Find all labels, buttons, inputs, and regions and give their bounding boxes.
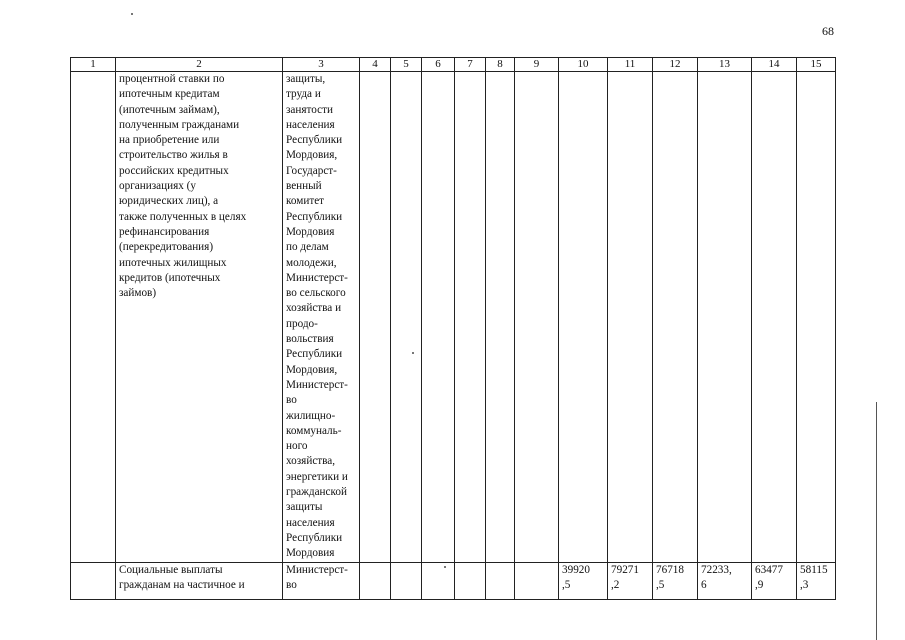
col-header-5: 5: [391, 58, 422, 72]
col-header-15: 15: [797, 58, 836, 72]
table-cell: [515, 562, 559, 599]
table-cell: [486, 562, 515, 599]
col-header-4: 4: [360, 58, 391, 72]
page-number: 68: [822, 24, 834, 38]
table-cell: [391, 72, 422, 563]
scan-artifact-dot: [412, 352, 414, 354]
table-cell: [71, 562, 116, 599]
col-header-11: 11: [608, 58, 653, 72]
scan-artifact-dot: [444, 566, 446, 568]
value-col-12: 76718 ,5: [653, 562, 698, 599]
table-cell: [455, 562, 486, 599]
table-cell: [422, 562, 455, 599]
col-header-12: 12: [653, 58, 698, 72]
table-row: [71, 72, 836, 563]
table-cell: [752, 72, 797, 563]
table-cell: [608, 72, 653, 563]
table-cell: [422, 72, 455, 563]
table-cell: [698, 72, 752, 563]
col-header-3: 3: [283, 58, 360, 72]
header-row: [71, 58, 836, 72]
col-header-13: 13: [698, 58, 752, 72]
measure-description: Социальные выплаты гражданам на частичное и: [116, 562, 283, 599]
table-cell: [391, 562, 422, 599]
table-cell: [515, 72, 559, 563]
measure-description: процентной ставки по ипотечным кредитам (ипотечным займам), полученным гражданами на приобретение или строительство жилья в российских кредитных организациях (у юридических лиц), а также полученных в целях рефинансирования (перекредитования) ипотечных жилищных кредитов (ипотечных займов): [116, 72, 283, 563]
table-cell: [486, 72, 515, 563]
col-header-8: 8: [486, 58, 515, 72]
table-cell: [559, 72, 608, 563]
table-cell: [71, 72, 116, 563]
col-header-1: 1: [71, 58, 116, 72]
table-cell: [360, 72, 391, 563]
value-col-11: 79271 ,2: [608, 562, 653, 599]
col-header-14: 14: [752, 58, 797, 72]
col-header-9: 9: [515, 58, 559, 72]
col-header-10: 10: [559, 58, 608, 72]
value-col-10: 39920 ,5: [559, 562, 608, 599]
col-header-2: 2: [116, 58, 283, 72]
table-row: [71, 562, 836, 599]
scan-artifact-line: [876, 402, 877, 640]
col-header-7: 7: [455, 58, 486, 72]
table-cell: [797, 72, 836, 563]
table-cell: [653, 72, 698, 563]
value-col-15: 58115 ,3: [797, 562, 836, 599]
col-header-6: 6: [422, 58, 455, 72]
table-cell: [455, 72, 486, 563]
scan-artifact-dot: [131, 13, 133, 15]
budget-table: [70, 57, 836, 600]
value-col-13: 72233, 6: [698, 562, 752, 599]
value-col-14: 63477 ,9: [752, 562, 797, 599]
responsible-executors: Министерст- во: [283, 562, 360, 599]
table-cell: [360, 562, 391, 599]
responsible-executors: защиты, труда и занятости населения Республики Мордовия, Государст- венный комитет Республики Мордовия по делам молодежи, Министерст- во сельского хозяйства и продо- вольствия Республики Мордовия, Министерст- во жилищно- коммуналь- ного хозяйства, энергетики и гражданской защиты населения Республики Мордовия: [283, 72, 360, 563]
